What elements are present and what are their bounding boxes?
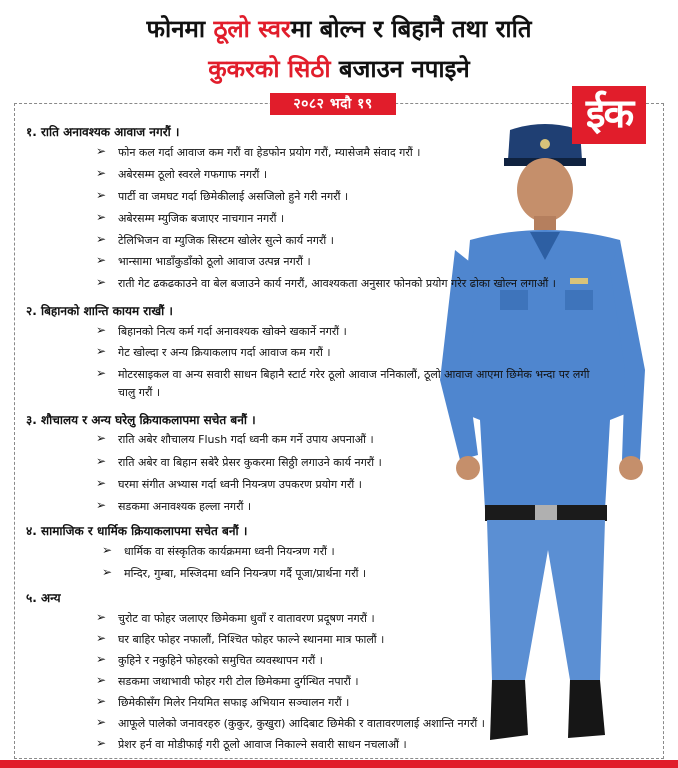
ekantipur-logo: ईक: [572, 86, 646, 144]
headline-text: बजाउन नपाइने: [330, 55, 470, 83]
arrow-icon: ➢: [96, 210, 107, 224]
arrow-icon: ➢: [96, 652, 107, 666]
arrow-icon: ➢: [96, 476, 107, 490]
headline-highlight: कुकरको सिठी: [208, 55, 331, 83]
arrow-icon: ➢: [96, 366, 107, 380]
arrow-icon: ➢: [96, 253, 107, 267]
headline-text: मा बोल्न र बिहानै तथा राति: [290, 15, 532, 43]
arrow-icon: ➢: [102, 565, 113, 579]
arrow-icon: ➢: [96, 344, 107, 358]
section-heading: ५. अन्य: [26, 591, 61, 605]
arrow-icon: ➢: [96, 275, 107, 289]
section-heading: ४. सामाजिक र धार्मिक क्रियाकलापमा सचेत बनौं ।: [26, 524, 248, 538]
arrow-icon: ➢: [96, 736, 107, 750]
date-badge: २०८२ भदौ १९: [270, 93, 396, 115]
arrow-icon: ➢: [96, 715, 107, 729]
headline-highlight: ठूलो स्वर: [213, 15, 291, 43]
arrow-icon: ➢: [96, 431, 107, 445]
arrow-icon: ➢: [102, 543, 113, 557]
arrow-icon: ➢: [96, 454, 107, 468]
arrow-icon: ➢: [96, 323, 107, 337]
headline-text: फोनमा: [146, 15, 214, 43]
arrow-icon: ➢: [96, 166, 107, 180]
arrow-icon: ➢: [96, 631, 107, 645]
section-heading: १. राति अनावश्यक आवाज नगरौं ।: [26, 125, 180, 139]
arrow-icon: ➢: [96, 498, 107, 512]
notice-content: १. राति अनावश्यक आवाज नगरौं । ➢ फोन कल गर्दा आवाज कम गरौं वा हेडफोन प्रयोग गरौं, म्यासेजमै संवाद गरौं । ➢ अबेरसम्म ठूलो स्वरले गफगाफ नगरौं । ➢ पार्टी वा जमघट गर्दा छिमेकीलाई असजिलो हुने गरी नगरौं । ➢ अबेरसम्म म्युजिक बजाएर नाचगान नगरौं । ➢ टेलिभिजन वा म्युजिक सिस्टम खोलेर सुत्ने कार्य नगरौं । ➢ भान्सामा भाडाँकुडाँको ठूलो आवाज उत्पन्न नगरौं । ➢ राती गेट ढकढकाउने वा बेल बजाउने कार्य नगरौं, आवश्यकता अनुसार फोनको प्रयोग गरेर ढोका खोल्न लगाऔं । २. बिहानको शान्ति कायम राखौं । ➢ बिहानको नित्य कर्म गर्दा अनावश्यक खोक्ने खकार्ने नगरौं । ➢ गेट खोल्दा र अन्य क्रियाकलाप गर्दा आवाज कम गरौं । ➢ मोटरसाइकल वा अन्य सवारी साधन बिहानै स्टार्ट गरेर ठूलो आवाज ननिकालौं, ठूलो आवाज आएमा छिमेक भन्दा पर लगी चालु गरौं । ३. शौचालय र अन्य घरेलु क्रियाकलापमा सचेत बनौं । ➢ राति अबेर शौचालय Flush गर्दा ध्वनी कम गर्ने उपाय अपनाऔं । ➢ राति अबेर वा बिहान सबेरै प्रेसर कुकरमा सिठ्ठी लगाउने कार्य नगरौं । ➢ घरमा संगीत अभ्यास गर्दा ध्वनी नियन्त्रण उपकरण प्रयोग गरौं । ➢ सडकमा अनावश्यक हल्ला नगरौं । ४. सामाजिक र धार्मिक क्रियाकलापमा सचेत बनौं । ➢ धार्मिक वा संस्कृतिक कार्यक्रममा ध्वनी नियन्त्रण गरौं । ➢ मन्दिर, गुम्बा, मस्जिदमा ध्वनि नियन्त्रण गर्दै पूजा/प्रार्थना गरौं । ५. अन्य ➢ चुरोट वा फोहर जलाएर छिमेकमा धुवाँ र वातावरण प्रदूषण नगरौं । ➢ घर बाहिर फोहर नफालौं, निश्चित फोहर फाल्ने स्थानमा मात्र फालौं । ➢ कुहिने र नकुहिने फोहरको समुचित व्यवस्थापन गरौं । ➢ सडकमा जथाभावी फोहर गरी टोल छिमेकमा दुर्गन्धित नपारौं । ➢ छिमेकीसँग मिलेर नियमित सफाइ अभियान सञ्चालन गरौं । ➢ आफूले पालेको जनावरहरु (कुकुर, कुखुरा) आदिबाट छिमेकी र वातावरणलाई अशान्ति नगरौं । ➢ प्रेशर हर्न वा मोडीफाई गरी ठूलो आवाज निकाल्ने सवारी साधन नचलाऔं ।: [26, 125, 590, 751]
arrow-icon: ➢: [96, 610, 107, 624]
arrow-icon: ➢: [96, 144, 107, 158]
section-heading: ३. शौचालय र अन्य घरेलु क्रियाकलापमा सचेत बनौं ।: [26, 413, 256, 427]
arrow-icon: ➢: [96, 232, 107, 246]
arrow-icon: ➢: [96, 188, 107, 202]
bottom-accent-bar: [0, 760, 678, 768]
arrow-icon: ➢: [96, 673, 107, 687]
section-heading: २. बिहानको शान्ति कायम राखौं ।: [26, 304, 173, 318]
arrow-icon: ➢: [96, 694, 107, 708]
